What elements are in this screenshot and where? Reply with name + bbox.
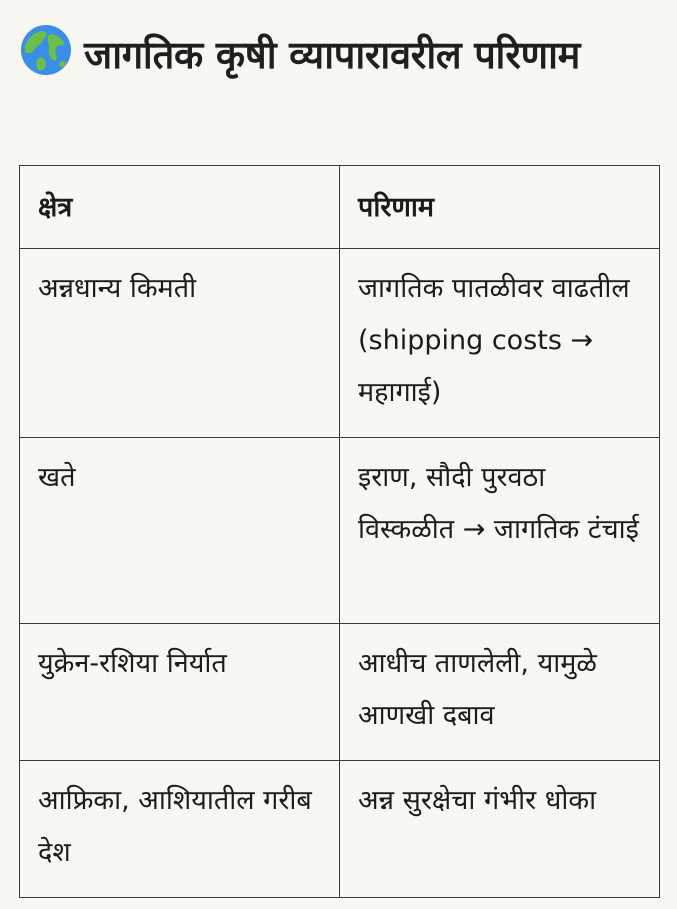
table-row bbox=[20, 624, 660, 761]
cell-sector: अन्नधान्य किमती bbox=[20, 249, 340, 438]
column-header-effect: परिणाम bbox=[340, 166, 660, 249]
impact-table bbox=[19, 165, 660, 898]
cell-effect: जागतिक पातळीवर वाढतील (shipping costs → महागाई) bbox=[340, 249, 660, 438]
cell-effect: आधीच ताणलेली, यामुळे आणखी दबाव bbox=[340, 624, 660, 761]
table-row bbox=[20, 249, 660, 438]
table-row bbox=[20, 438, 660, 624]
cell-effect: इराण, सौदी पुरवठा विस्कळीत → जागतिक टंचाई bbox=[340, 438, 660, 624]
table-row bbox=[20, 761, 660, 898]
cell-sector: आफ्रिका, आशियातील गरीब देश bbox=[20, 761, 340, 898]
cell-sector: युक्रेन-रशिया निर्यात bbox=[20, 624, 340, 761]
column-header-sector: क्षेत्र bbox=[20, 166, 340, 249]
cell-sector: खते bbox=[20, 438, 340, 624]
table-header-row bbox=[20, 166, 660, 249]
page-title bbox=[20, 24, 660, 86]
cell-effect: अन्न सुरक्षेचा गंभीर धोका bbox=[340, 761, 660, 898]
globe-icon bbox=[20, 24, 72, 76]
page-title-text: जागतिक कृषी व्यापारावरील परिणाम bbox=[84, 33, 581, 77]
